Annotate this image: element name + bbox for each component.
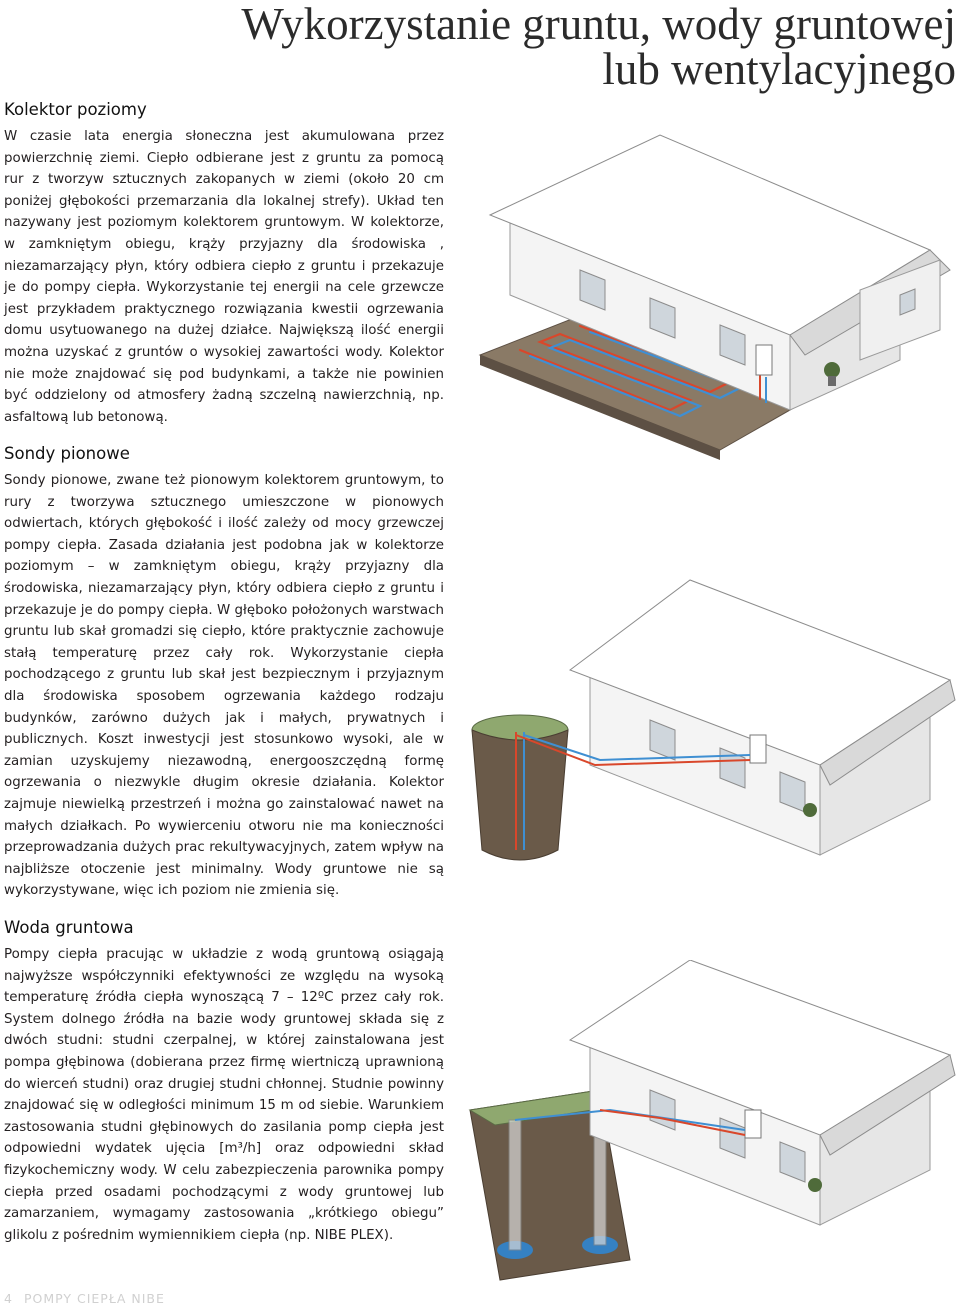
page-title-line-2: lub wentylacyjnego — [602, 44, 956, 94]
section-body: Sondy pionowe, zwane też pionowym kolektorem gruntowym, to rury z tworzywa sztucznego umieszczone w pionowych odwiertach, których głębokość i ilość zależy od mocy grzewczej pompy ciepła. Zasada działania jest podobna jak w kolektorze poziomym – w zamkniętym obiegu, krąży przyjazny dla środowiska, niezamarzający płyn, który odbiera ciepło z gruntu i przekazuje je do pompy ciepła. W głęboko położonych warstwach gruntu lub skał gromadzi się ciepło, które praktycznie zachowuje stałą temperaturę przez cały rok. Wykorzystanie ciepła pochodzącego z gruntu lub skał jest bezpiecznym i przyjaznym dla środowiska sposobem ogrzewania każdego rodzaju budynków, zarówno dużych jak i małych, prywatnych i publicznych. Koszt inwestycji jest stosunkowo wysoki, ale w zamian uzyskujemy niezawodną, energooszczędną formę ogrzewania o niezwykle długim okresie działania. Kolektor zajmuje niewielką przestrzeń i można go zainstalować nawet na małych działkach. Po wywierceniu otworu nie ma konieczności przeprowadzania dużych prac rekultywacyjnych, zatem wpływ na najbliższe otoczenie jest minimalny. Wody gruntowe nie są wykorzystywane, więc ich poziom nie zmienia się. — [4, 473, 444, 899]
page-title-line-1: Wykorzystanie gruntu, wody gruntowej — [241, 0, 956, 49]
section-heading: Woda gruntowa — [4, 918, 134, 937]
section-kolektor-poziomy — [4, 98, 444, 428]
illustration-vertical-probe — [460, 560, 960, 905]
page-title — [196, 2, 956, 92]
section-heading: Sondy pionowe — [4, 444, 130, 463]
house-groundwater-wells-drawing — [460, 960, 960, 1290]
page-number: 4 — [4, 1291, 13, 1306]
section-heading: Kolektor poziomy — [4, 100, 147, 119]
page-footer — [4, 1291, 165, 1306]
illustration-groundwater-wells — [460, 960, 960, 1290]
text-column — [4, 98, 444, 1243]
illustration-horizontal-collector — [460, 120, 960, 465]
section-woda-gruntowa — [4, 916, 444, 1254]
footer-label: POMPY CIEPŁA NIBE — [23, 1291, 165, 1306]
section-body: Pompy ciepła pracując w układzie z wodą gruntową osiągają najwyższe współczynniki efektywności ze względu na wysoką temperaturę źródła ciepła wynoszącą 7 – 12ºC przez cały rok. System dolnego źródła na bazie wody gruntowej składa się z dwóch studni: studni czerpalnej, w której zainstalowana jest pompa głębinowa (dobierana przez firmę wiertniczą uprawnioną do wierceń studni) oraz drugiej studni chłonnej. Studnie powinny znajdować się w odległości minimum 15 m od siebie. Warunkiem zastosowania studni głębinowych do zasilania pomp ciepła jest odpowiedni wydatek ujęcia [m³/h] oraz odpowiedni skład fizykochemiczny wody. W celu zabezpieczenia parownika pompy ciepła przed osadami pochodzącymi z wody gruntowej lub zamarzaniem, wymagamy zastosowania „krótkiego obiegu” glikolu z pośrednim wymiennikiem ciepła (np. NIBE PLEX). — [4, 947, 444, 1243]
house-vertical-probe-drawing — [460, 560, 960, 905]
house-horizontal-collector-drawing — [460, 120, 960, 465]
section-body: W czasie lata energia słoneczna jest akumulowana przez powierzchnię ziemi. Ciepło odbierane jest z gruntu za pomocą rur z tworzyw sztucznych zakopanych w ziemi (około 20 cm poniżej głębokości przemarzania dla lokalnej strefy). Układ ten nazywany jest poziomym kolektorem gruntowym. W kolektorze, w zamkniętym obiegu, krąży przyjazny dla środowiska , niezamarzający płyn, który odbiera ciepło z gruntu i przekazuje je do pompy ciepła. Wykorzystanie tej energii na cele grzewcze jest przykładem praktycznego rozwiązania kwestii ogrzewania domu usytuowanego na dużej działce. Największą ilość energii można uzyskać z gruntów o wysokiej zawartości wody. Kolektor nie może znajdować się pod budynkami, a także nie powinien być oddzielony od atmosfery żadną szczelną nawierzchnią, np. asfaltową lub betonową. — [4, 129, 444, 425]
section-sondy-pionowe — [4, 442, 444, 910]
